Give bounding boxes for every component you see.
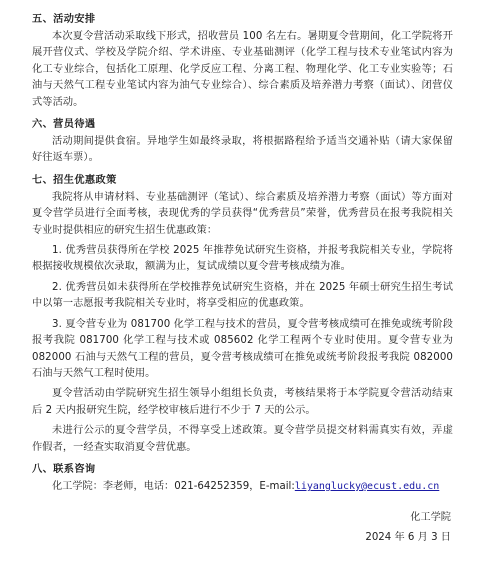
policy-note-1: 夏令营活动由学院研究生招生领导小组组长负责，考核结果将于本学院夏令营活动结束后 2 天内报研究生院，经学校审核后进行不少于 7 天的公示。 — [32, 388, 453, 416]
section-heading-admission-policy: 七、招生优惠政策 — [32, 174, 117, 186]
policy-item-2: 2. 优秀营员如未获得所在学校推荐免试研究生资格，并在 2025 年硕士研究生招生考试中以第一志愿报考我院相关专业时，将享受相应的优惠政策。 — [32, 281, 453, 310]
contact-line — [32, 479, 453, 495]
policy-note-2: 未进行公示的夏令营学员，不得享受上述政策。夏令营学员提交材料需真实有效，弄虚作假者，一经查实取消夏令营优惠。 — [32, 425, 453, 453]
signoff-organization: 化工学院 — [410, 512, 451, 523]
policy-item-3: 3. 夏令营专业为 081700 化学工程与技术的营员，夏令营考核成绩可在推免或统考阶段报考我院 081700 化学工程与技术或 085602 化学工程两个专业时使用。夏令营专业为 082000 石油与天然气工程的营员，夏令营考核成绩可在推免或统考阶段报考我院 082000 石油与天然气工程时使用。 — [32, 318, 453, 379]
benefits-paragraph: 活动期间提供食宿。异地学生如最终录取，将根据路程给予适当交通补贴（请大家保留好往返车票）。 — [32, 136, 453, 164]
section-heading-activities: 五、活动安排 — [32, 14, 96, 25]
contact-prefix: 化工学院：李老师，电话：021-64252359，E-mail: — [52, 480, 295, 492]
policy-item-1: 1. 优秀营员获得所在学校 2025 年推荐免试研究生资格，并报考我院相关专业，学院将根据接收规模依次录取，额满为止，复试成绩以夏令营考核成绩为准。 — [32, 245, 453, 273]
activities-paragraph: 本次夏令营活动采取线下形式，招收营员 100 名左右。暑期夏令营期间，化工学院将开展开营仪式、学校及学院介绍、学术讲座、专业基础测评（化学工程与技术专业笔试内容为化工专业综合，包括化工原理、化学反应工程、分离工程、物理化学、化工专业实验等；石油与天然气工程专业笔试内容为油气专业综合）、综合素质及培养潜力考察（面试）、闭营仪式等活动。 — [32, 31, 453, 108]
section-heading-contact: 八、联系咨询 — [32, 463, 96, 475]
policy-intro-paragraph: 我院将从申请材料、专业基础测评（笔试）、综合素质及培养潜力考察（面试）等方面对夏令营学员进行全面考核，表现优秀的学员获得“优秀营员”荣誉，优秀营员在报考我院相关专业时提供相应的研究生招生优惠政策： — [32, 191, 453, 236]
email-link[interactable]: liyanglucky@ecust.edu.cn — [294, 480, 440, 492]
signoff-date: 2024 年 6 月 3 日 — [365, 532, 451, 543]
section-heading-benefits: 六、营员待遇 — [32, 119, 96, 131]
